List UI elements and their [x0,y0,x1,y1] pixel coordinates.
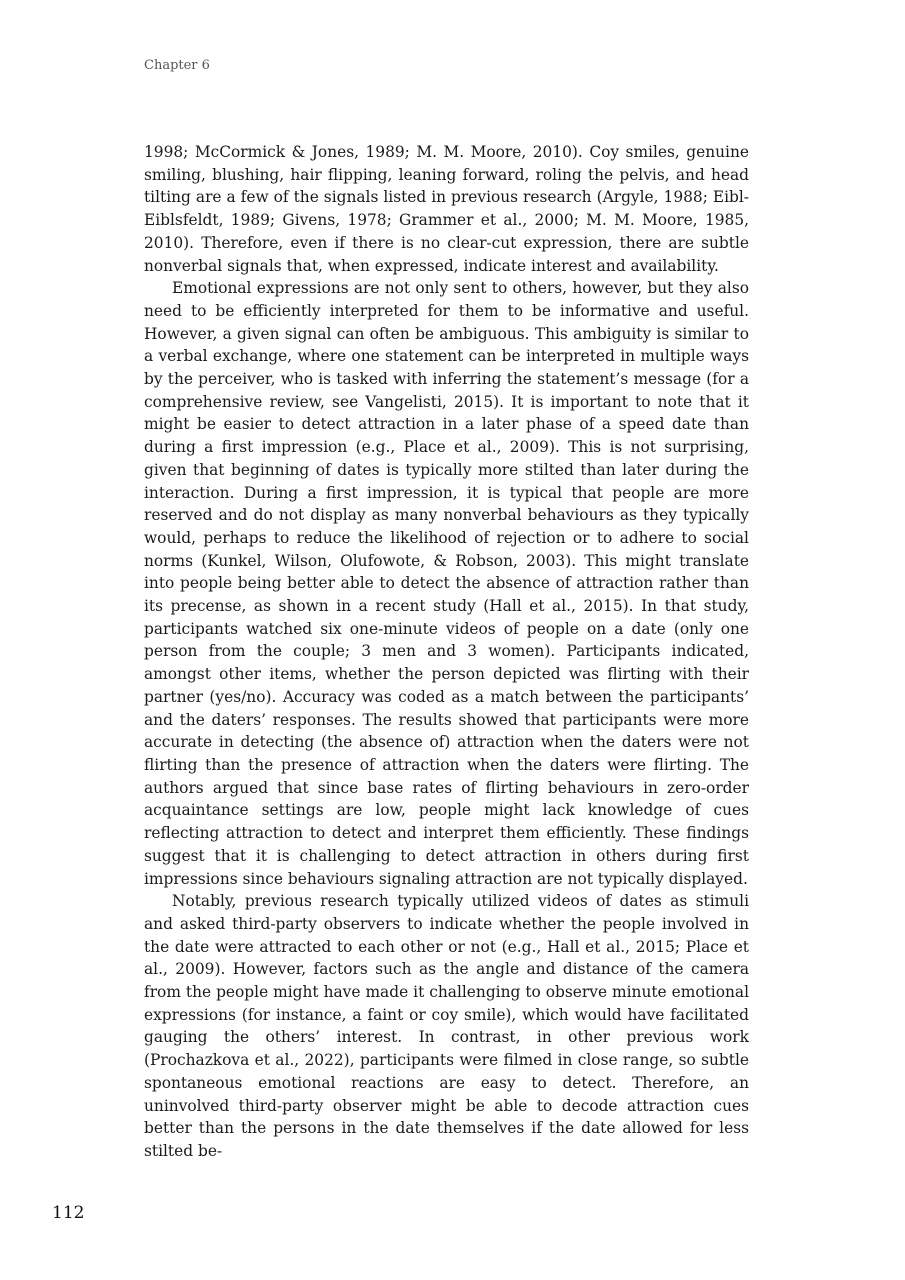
paragraph: Emotional expressions are not only sent to others, however, but they also need to be efficiently interpreted for them to be informative and useful. However, a given signal can often be ambiguous. This ambiguity is similar to a verbal exchange, where one statement can be interpreted in multiple ways by the perceiver, who is tasked with inferring the statement’s message (for a comprehensive review, see Vangelisti, 2015). It is important to note that it might be easier to detect attraction in a later phase of a speed date than during a first impression (e.g., Place et al., 2009). This is not surprising, given that beginning of dates is typically more stilted than later during the interaction. During a first impression, it is typical that people are more reserved and do not display as many nonverbal behaviours as they typically would, perhaps to reduce the likelihood of rejection or to adhere to social norms (Kunkel, Wilson, Olufowote, & Robson, 2003). This might translate into people being better able to detect the absence of attraction rather than its precense, as shown in a recent study (Hall et al., 2015). In that study, participants watched six one-minute videos of people on a date (only one person from the couple; 3 men and 3 women). Participants indicated, amongst other items, whether the person depicted was flirting with their partner (yes/no). Accuracy was coded as a match between the participants’ and the daters’ responses. The results showed that participants were more accurate in detecting (the absence of) attraction when the daters were not flirting than the presence of attraction when the daters were flirting. The authors argued that since base rates of flirting behaviours in zero-order acquaintance settings are low, people might lack knowledge of cues reflecting attraction to detect and interpret them efficiently. These findings suggest that it is challenging to detect attraction in others during first impressions since behaviours signaling attraction are not typically displayed. [144,279,749,888]
paragraph-continued: 1998; McCormick & Jones, 1989; M. M. Moore, 2010). Coy smiles, genuine smiling, blushing, hair flipping, leaning forward, roling the pelvis, and head tilting are a few of the signals listed in previous research (Argyle, 1988; Eibl-Eiblsfeldt, 1989; Givens, 1978; Grammer et al., 2000; M. M. Moore, 1985, 2010). Therefore, even if there is no clear-cut expression, there are subtle nonverbal signals that, when expressed, indicate interest and availability. [144,143,749,275]
running-header: Chapter 6 [144,58,210,73]
page-number: 112 [52,1203,85,1223]
body-text [144,141,749,1163]
paragraph: Notably, previous research typically utilized videos of dates as stimuli and asked third-party observers to indicate whether the people involved in the date were attracted to each other or not (e.g., Hall et al., 2015; Place et al., 2009). However, factors such as the angle and distance of the camera from the people might have made it challenging to observe minute emotional expressions (for instance, a faint or coy smile), which would have facilitated gauging the others’ interest. In contrast, in other previous work (Prochazkova et al., 2022), participants were filmed in close range, so subtle spontaneous emotional reactions are easy to detect. Therefore, an uninvolved third-party observer might be able to decode attraction cues better than the persons in the date themselves if the date allowed for less stilted be- [144,892,749,1160]
